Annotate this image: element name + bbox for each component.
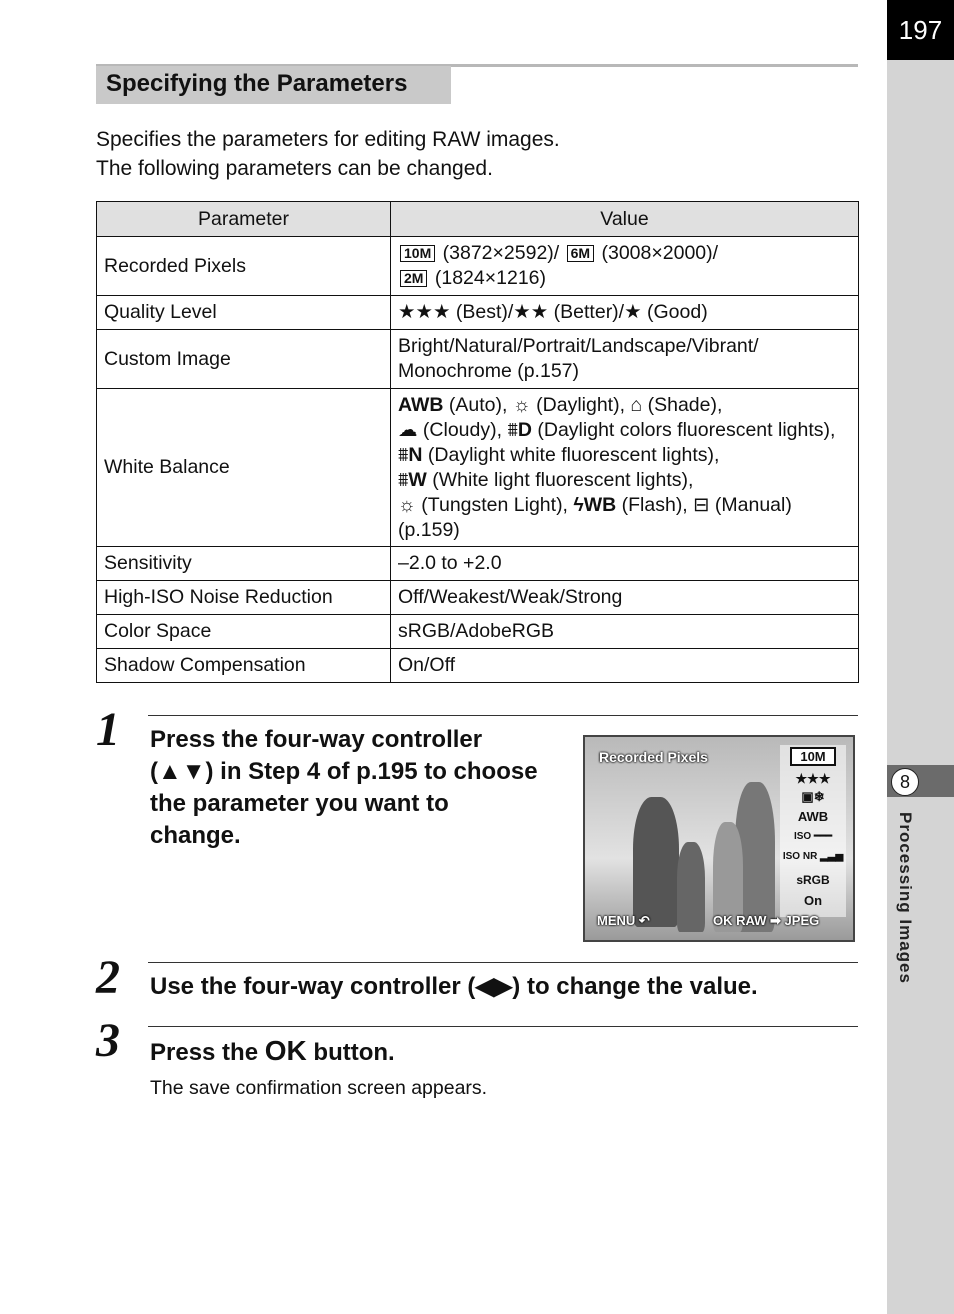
screen-title: Recorded Pixels xyxy=(599,749,708,765)
value-cell: On/Off xyxy=(391,649,859,683)
size-2m-icon: 2M xyxy=(400,270,427,287)
value-cell: Off/Weakest/Weak/Strong xyxy=(391,581,859,615)
screen-item: AWB xyxy=(797,809,829,824)
table-row xyxy=(97,237,859,296)
table-row xyxy=(97,389,859,547)
daylight-icon: ☼ (Daylight), xyxy=(512,393,631,416)
page-number: 197 xyxy=(887,0,954,60)
tungsten-icon: ☼ (Tungsten Light), xyxy=(398,493,574,516)
screen-menu-back: MENU ↶ xyxy=(597,913,650,928)
screen-item: ★★★ xyxy=(795,771,831,786)
value-cell: ★★★ (Best)/★★ (Better)/★ (Good) xyxy=(391,296,859,330)
table-row xyxy=(97,615,859,649)
header-value: Value xyxy=(391,202,859,237)
screen-item: On xyxy=(803,893,823,908)
param-cell: Quality Level xyxy=(97,296,391,330)
value-cell: Bright/Natural/Portrait/Landscape/Vibrant/ Monochrome (p.157) xyxy=(391,330,859,389)
table-row xyxy=(97,649,859,683)
param-cell: Sensitivity xyxy=(97,547,391,581)
table-row xyxy=(97,547,859,581)
fluorescent-icon: ⩩ xyxy=(507,418,518,441)
camera-screen xyxy=(583,735,855,942)
shade-icon: ⌂ (Shade), xyxy=(630,393,723,416)
ok-button-icon: OK xyxy=(264,1035,307,1066)
step-rule xyxy=(148,1026,858,1027)
photo-person xyxy=(633,797,679,927)
value-cell: AWB (Auto), ☼ (Daylight), ⌂ (Shade), ☁ (Cloudy), ⩩D (Daylight colors fluorescent lights), ⩩N (Daylight white fluorescent lights), ⩩W (White light fluorescent lights), ☼ (Tungsten Light), ϟWB (Flash), ⊟ (Manual) (p.159) xyxy=(391,389,859,547)
header-parameter: Parameter xyxy=(97,202,391,237)
table-row xyxy=(97,330,859,389)
param-cell: Shadow Compensation xyxy=(97,649,391,683)
step-number: 2 xyxy=(96,951,120,1004)
flash-wb-icon: ϟWB xyxy=(573,493,617,516)
chapter-number: 8 xyxy=(891,768,919,796)
fluorescent-icon: ⩩ xyxy=(398,443,409,466)
fluorescent-icon: ⩩ xyxy=(398,468,409,491)
step-number: 1 xyxy=(96,703,120,756)
param-cell: High-ISO Noise Reduction xyxy=(97,581,391,615)
step-rule xyxy=(148,715,858,716)
param-cell: White Balance xyxy=(97,389,391,547)
value-cell: –2.0 to +2.0 xyxy=(391,547,859,581)
section-title: Specifying the Parameters xyxy=(96,66,451,104)
size-10m-icon: 10M xyxy=(400,245,435,262)
step-number: 3 xyxy=(96,1014,120,1067)
parameter-table xyxy=(96,201,859,683)
step-3-text: Press the OK button. xyxy=(150,1035,395,1066)
manual-wb-icon: ⊟ (Manual) (p.159) xyxy=(398,493,792,541)
table-header-row xyxy=(97,202,859,237)
table-row xyxy=(97,296,859,330)
intro-line-1: Specifies the parameters for editing RAW images. xyxy=(96,128,560,151)
intro-text xyxy=(96,125,560,183)
param-cell: Custom Image xyxy=(97,330,391,389)
step-1-text: Press the four-way controller (▲▼) in Step 4 of p.195 to choose the parameter you want to change. xyxy=(150,726,538,849)
param-cell: Color Space xyxy=(97,615,391,649)
intro-line-2: The following parameters can be changed. xyxy=(96,157,493,180)
size-6m-icon: 6M xyxy=(567,245,594,262)
step-rule xyxy=(148,962,858,963)
value-cell: sRGB/AdobeRGB xyxy=(391,615,859,649)
screen-ok-convert: OK RAW ➡ JPEG xyxy=(713,913,820,928)
screen-item: ▣❄ xyxy=(801,789,825,804)
screen-item: ISO NR ▂▃▅ xyxy=(782,851,844,862)
param-cell: Recorded Pixels xyxy=(97,237,391,296)
screen-item: sRGB xyxy=(796,873,830,887)
value-cell: 10M (3872×2592)/ 6M (3008×2000)/ 2M (1824×1216) xyxy=(391,237,859,296)
chapter-title: Processing Images xyxy=(896,812,915,984)
cloudy-icon: ☁ (Cloudy), xyxy=(398,418,508,441)
step-3-note: The save confirmation screen appears. xyxy=(150,1077,488,1099)
awb-icon: AWB xyxy=(398,393,444,416)
screen-item: 10M xyxy=(780,749,846,764)
photo-person xyxy=(677,842,705,932)
chapter-sidebar xyxy=(887,0,954,1314)
table-row xyxy=(97,581,859,615)
screen-item: ISO ━━━ xyxy=(793,831,833,842)
step-2-text: Use the four-way controller (◀▶) to change the value. xyxy=(150,973,758,1000)
